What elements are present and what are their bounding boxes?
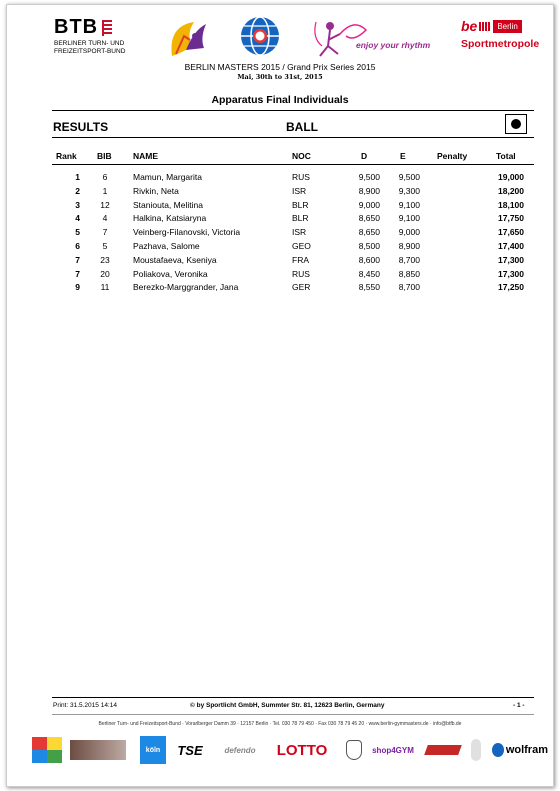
bib-cell: 6 — [102, 172, 108, 182]
footer-divider-2 — [52, 714, 534, 715]
rank-cell: 7 — [75, 254, 80, 265]
name-cell: Mamun, Margarita — [133, 172, 202, 182]
btb-bars-icon — [102, 20, 112, 36]
name-cell: Poliakova, Veronika — [133, 268, 208, 279]
rhythm-gymnast-icon — [310, 16, 440, 60]
noc-cell: RUS — [292, 172, 310, 182]
lotto-logo: LOTTO — [276, 741, 328, 759]
name-cell: Berezko-Marggrander, Jana — [133, 282, 239, 293]
d-score-cell: 8,600 — [358, 254, 380, 265]
competition-title: Apparatus Final Individuals — [211, 94, 349, 106]
noc-cell: BLR — [292, 199, 309, 210]
rank-cell: 5 — [75, 227, 80, 238]
name-cell: Rivkin, Neta — [133, 185, 179, 196]
e-score-cell: 9,100 — [398, 213, 420, 224]
table-row — [0, 200, 560, 214]
tse-logo: TSE — [177, 742, 203, 758]
name-cell: Veinberg-Filanovski, Victoria — [133, 227, 241, 238]
table-row — [0, 255, 560, 269]
btb-logo — [54, 16, 144, 55]
name-cell: Halkina, Katsiaryna — [133, 213, 207, 224]
d-score-cell: 9,500 — [358, 172, 380, 182]
puzzle-logo-icon — [30, 736, 64, 764]
organizer-address: Berliner Turn- und Freizeitsport-Bund · Vorarlberger Damm 39 · 12157 Berlin · Tel. 030 78 79 450 · Fax 030 78 79 45 20 · www.berlin-gymmasters.de · info@btfb.de — [98, 721, 462, 727]
table-row — [0, 213, 560, 227]
divider-header — [52, 164, 534, 165]
sportmetropole-text: Sportmetropole — [461, 38, 540, 50]
apparatus-label: BALL — [286, 120, 318, 134]
figure-logo-icon — [464, 736, 488, 764]
total-cell: 18,100 — [498, 199, 524, 210]
total-cell: 17,300 — [498, 254, 524, 265]
bib-cell: 20 — [100, 268, 110, 279]
table-row — [0, 172, 560, 186]
d-score-cell: 8,550 — [358, 282, 380, 293]
header-noc: NOC — [292, 151, 311, 161]
table-row — [0, 282, 560, 296]
header-bib: BIB — [97, 151, 112, 161]
sport-logo-icon — [424, 736, 462, 764]
shop4gym-logo: shop4GYM — [372, 745, 414, 755]
rank-cell: 7 — [75, 268, 80, 279]
bib-cell: 1 — [102, 185, 108, 196]
e-score-cell: 9,000 — [398, 227, 420, 238]
header-d: D — [361, 151, 368, 161]
header-e: E — [400, 151, 406, 161]
header-name: NAME — [133, 151, 159, 161]
e-score-cell: 9,300 — [398, 185, 420, 196]
noc-cell: GER — [292, 282, 311, 293]
wolfram-logo — [492, 736, 548, 764]
rank-cell: 1 — [75, 172, 80, 182]
rank-cell: 2 — [75, 185, 80, 196]
peugeot-lion-icon — [342, 736, 366, 764]
sponsor-strip — [30, 736, 548, 764]
noc-cell: RUS — [292, 268, 310, 279]
d-score-cell: 9,000 — [358, 199, 380, 210]
divider-top — [52, 110, 534, 111]
name-cell: Moustafaeva, Kseniya — [133, 254, 217, 265]
rhythm-tagline: enjoy your rhythm — [356, 40, 431, 50]
btb-logo-text: BTB — [54, 16, 99, 38]
defendo-logo: defendo — [224, 745, 256, 755]
d-score-cell: 8,650 — [358, 227, 380, 238]
e-score-cell: 8,850 — [398, 268, 420, 279]
noc-cell: BLR — [292, 213, 309, 224]
page-number: - 1 - — [513, 702, 525, 709]
total-cell: 18,200 — [498, 185, 524, 196]
noc-cell: GEO — [292, 241, 311, 251]
event-title: BERLIN MASTERS 2015 / Grand Prix Series 2015 — [184, 62, 376, 72]
total-cell: 19,000 — [498, 172, 524, 182]
total-cell: 17,300 — [498, 268, 524, 279]
d-score-cell: 8,900 — [358, 185, 380, 196]
e-score-cell: 8,900 — [398, 241, 420, 251]
e-score-cell: 9,100 — [398, 199, 420, 210]
rank-cell: 4 — [75, 213, 80, 224]
e-score-cell: 8,700 — [398, 282, 420, 293]
berlin-box: Berlin — [493, 20, 521, 33]
restaurant-logo-icon — [68, 736, 128, 764]
header-rank: Rank — [56, 151, 77, 161]
bib-cell: 12 — [100, 199, 110, 210]
bib-cell: 4 — [102, 213, 108, 224]
divider-results — [52, 137, 534, 138]
noc-cell: ISR — [292, 227, 307, 238]
total-cell: 17,250 — [498, 282, 524, 293]
print-timestamp: Print: 31.5.2015 14:14 — [53, 702, 117, 709]
wolfram-text: wolfram — [505, 744, 548, 756]
bib-cell: 23 — [100, 254, 110, 265]
rank-cell: 3 — [75, 199, 80, 210]
event-dates: Mai, 30th to 31st, 2015 — [237, 73, 323, 81]
d-score-cell: 8,500 — [358, 241, 380, 251]
noc-cell: ISR — [292, 185, 307, 196]
results-label: RESULTS — [53, 120, 109, 134]
bib-cell: 7 — [102, 227, 108, 238]
table-row — [0, 186, 560, 200]
header-penalty: Penalty — [437, 151, 468, 161]
d-score-cell: 8,450 — [358, 268, 380, 279]
table-row — [0, 227, 560, 241]
be-text: be — [461, 18, 478, 34]
name-cell: Pazhava, Salome — [133, 241, 200, 251]
rank-cell: 6 — [75, 241, 80, 251]
name-cell: Staniouta, Melitina — [133, 199, 203, 210]
rank-cell: 9 — [75, 282, 80, 293]
bib-cell: 11 — [100, 282, 110, 293]
btb-subtitle-2: FREIZEITSPORT-BUND — [54, 48, 126, 55]
bib-cell: 5 — [102, 241, 108, 251]
total-cell: 17,400 — [498, 241, 524, 251]
wolfram-circle-icon — [492, 743, 504, 757]
header-total: Total — [496, 151, 516, 161]
koeln-logo: köln — [140, 736, 166, 764]
total-cell: 17,650 — [498, 227, 524, 238]
table-row — [0, 241, 560, 255]
e-score-cell: 8,700 — [398, 254, 420, 265]
d-score-cell: 8,650 — [358, 213, 380, 224]
ball-apparatus-icon — [505, 114, 527, 134]
noc-cell: FRA — [292, 254, 309, 265]
gymnast-logo-icon — [164, 16, 212, 60]
e-score-cell: 9,500 — [398, 172, 420, 182]
btb-subtitle-1: BERLINER TURN- UND — [54, 40, 125, 47]
total-cell: 17,750 — [498, 213, 524, 224]
table-row — [0, 269, 560, 283]
brandenburg-gate-icon — [479, 22, 491, 31]
footer-divider — [52, 697, 534, 698]
copyright-text: © by Sportlicht GmbH, Summter Str. 81, 12623 Berlin, Germany — [190, 702, 385, 709]
be-berlin-logo — [461, 18, 541, 50]
fig-globe-logo-icon — [238, 14, 282, 58]
